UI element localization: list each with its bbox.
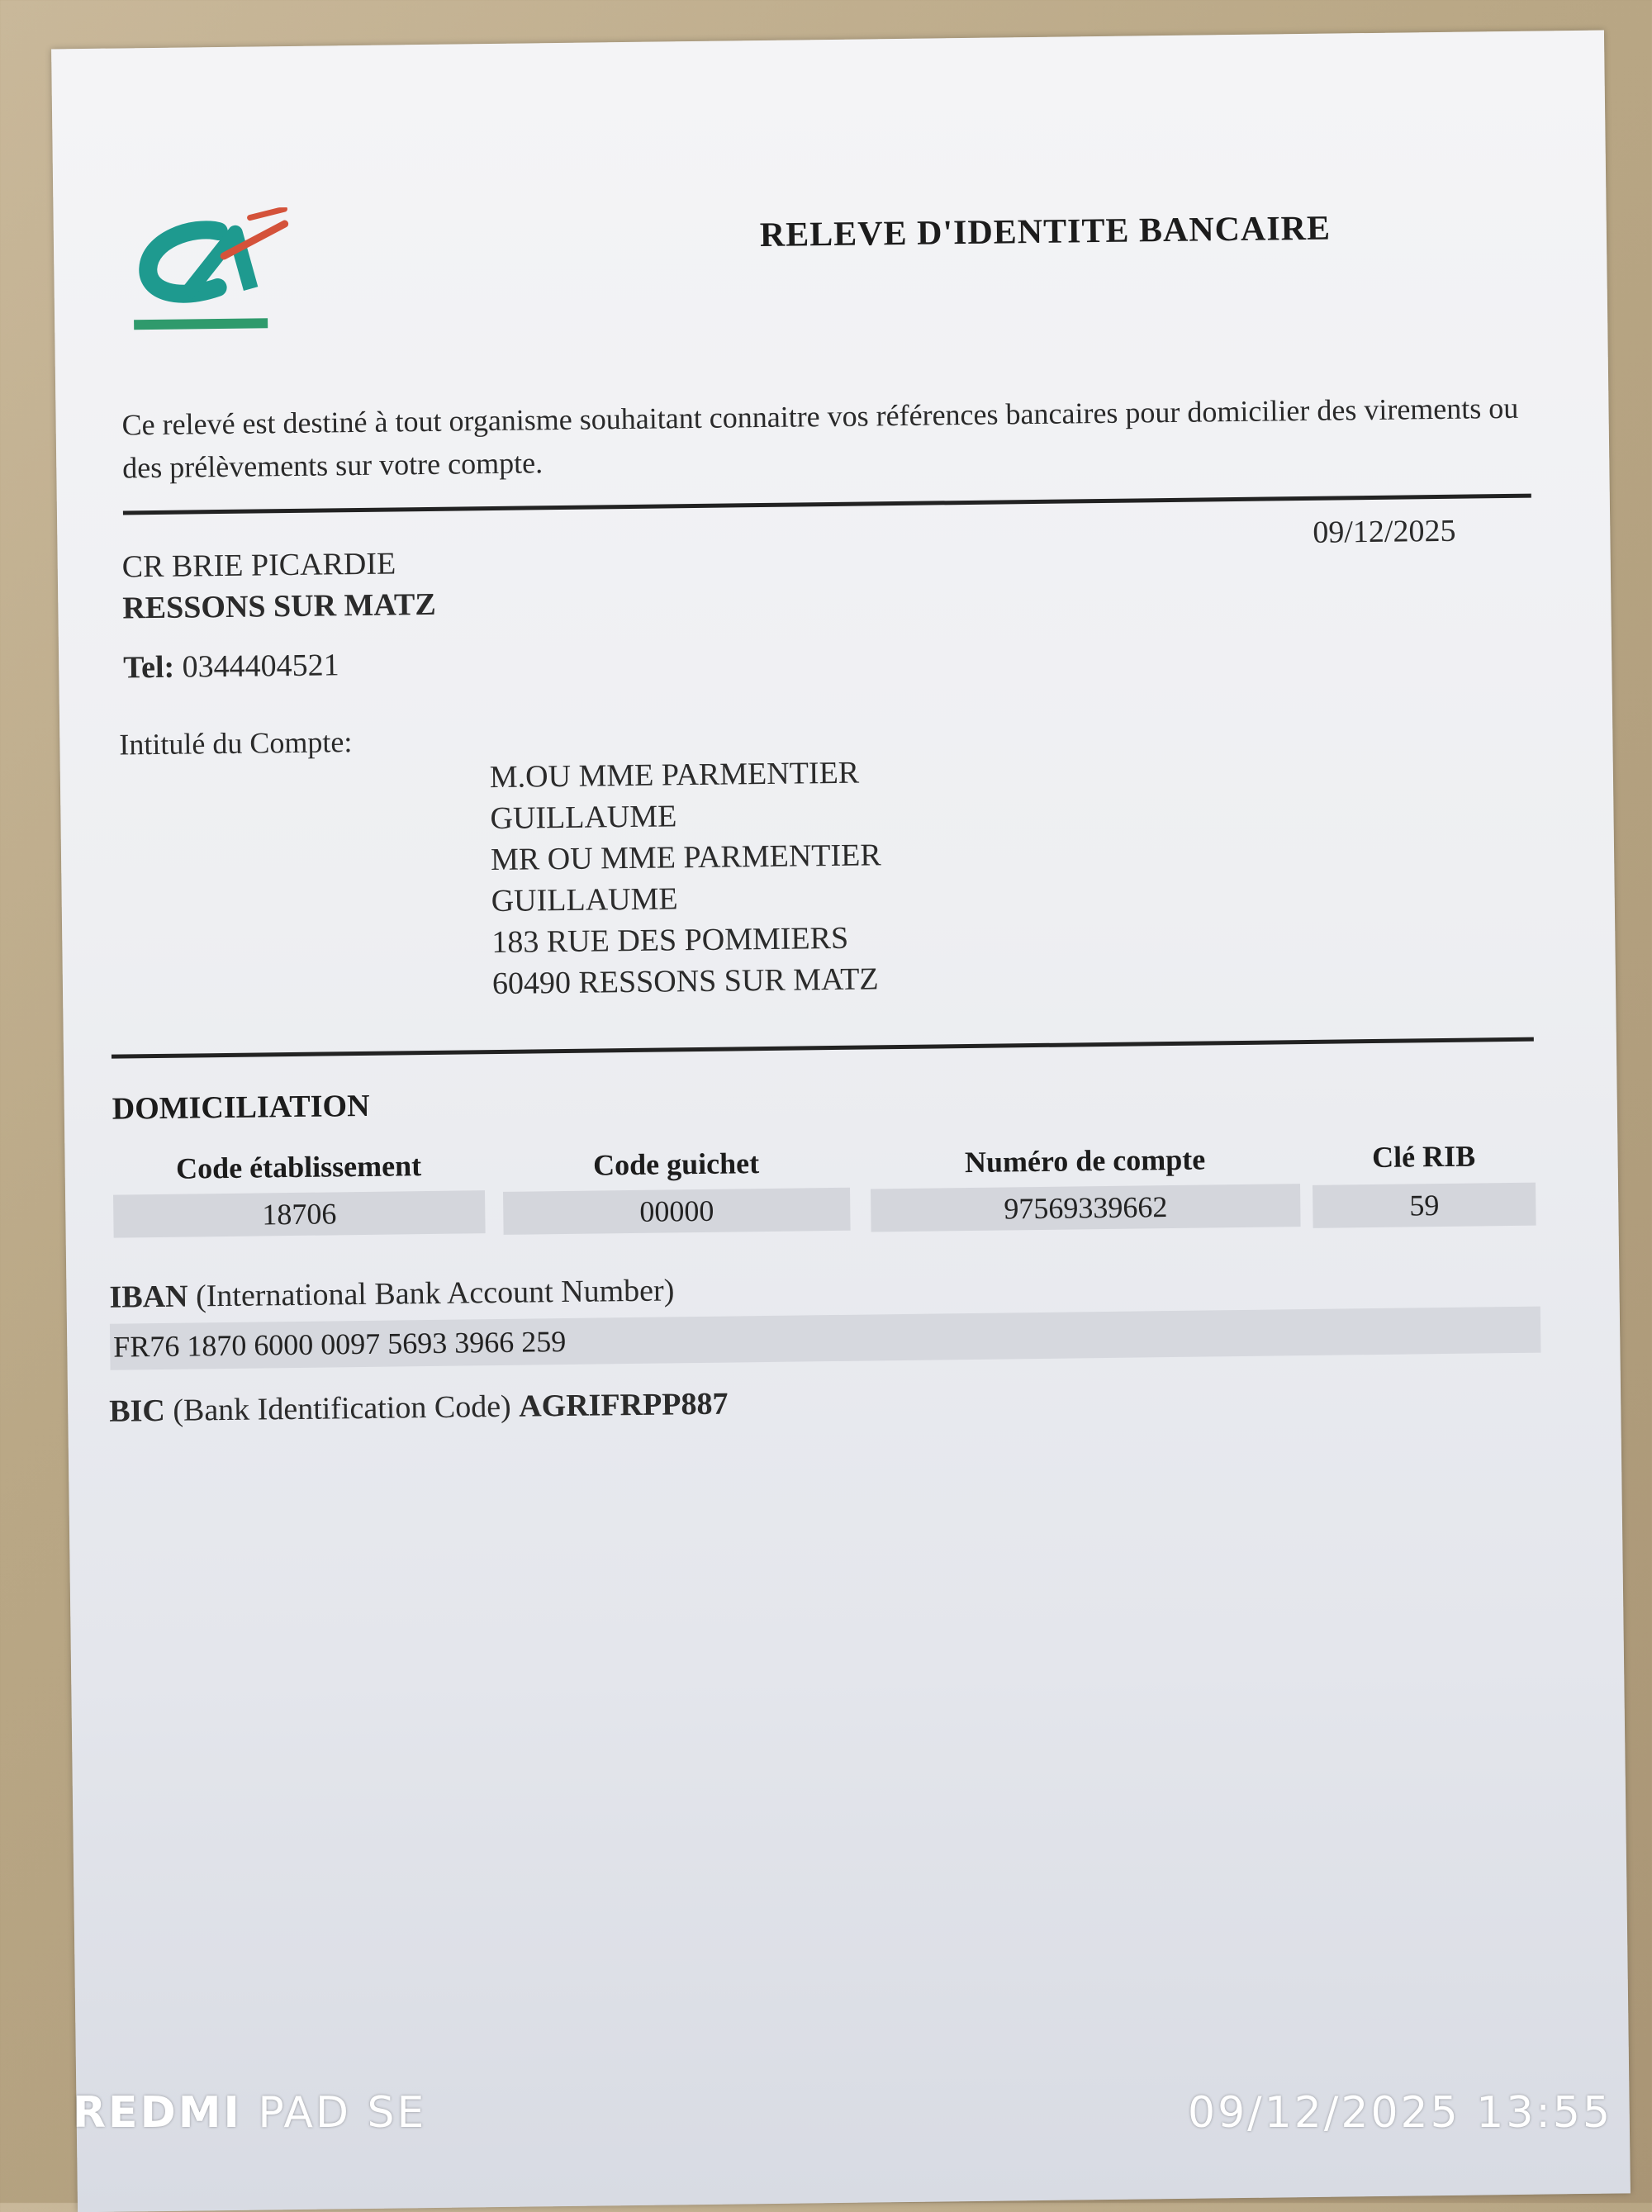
tel-label: Tel: [122, 649, 175, 686]
value-code-guichet: 00000 [503, 1188, 851, 1235]
col-head-code-guichet: Code guichet [592, 1146, 760, 1182]
account-address-street: 183 RUE DES POMMIERS [491, 920, 849, 961]
bank-name: CR BRIE PICARDIE [121, 546, 396, 585]
tel-number: 0344404521 [182, 648, 339, 685]
value-code-etablissement: 18706 [113, 1190, 486, 1237]
device-model: PAD SE [258, 2088, 427, 2138]
iban-label-row [109, 1272, 674, 1315]
account-holder-line-2: GUILLAUME [490, 799, 677, 837]
document-title: RELEVE D'IDENTITE BANCAIRE [759, 209, 1332, 255]
iban-value: FR76 1870 6000 0097 5693 3966 259 [110, 1307, 1541, 1370]
divider-top [123, 494, 1531, 515]
iban-label: IBAN [109, 1279, 188, 1315]
camera-timestamp: 09/12/2025 13:55 [1188, 2088, 1613, 2138]
account-holder-line-4: GUILLAUME [491, 881, 678, 919]
value-numero-compte: 97569339662 [871, 1184, 1301, 1232]
bic-description: (Bank Identification Code) [173, 1388, 511, 1428]
col-head-cle-rib: Clé RIB [1371, 1139, 1476, 1175]
domiciliation-heading: DOMICILIATION [112, 1088, 370, 1127]
account-title-label: Intitulé du Compte: [119, 725, 353, 762]
account-holder-line-3: MR OU MME PARMENTIER [490, 838, 881, 878]
document-date: 09/12/2025 [1313, 513, 1456, 550]
credit-agricole-logo [126, 207, 292, 341]
intro-text: Ce relevé est destiné à tout organisme souhaitant connaitre vos références bancaires pour domicilier des virements ou des prélèvements sur votre compte. [121, 391, 1519, 485]
iban-description: (International Bank Account Number) [195, 1273, 675, 1314]
device-brand: REDMI [73, 2088, 242, 2138]
bic-label: BIC [108, 1393, 166, 1429]
bank-branch: RESSONS SUR MATZ [122, 586, 436, 626]
account-address-city: 60490 RESSONS SUR MATZ [491, 961, 879, 1002]
camera-watermark [73, 2088, 426, 2138]
bank-phone [123, 647, 339, 686]
bank-statement-page [51, 31, 1631, 2212]
divider-bottom [112, 1037, 1534, 1059]
col-head-numero-compte: Numéro de compte [964, 1142, 1206, 1180]
value-cle-rib: 59 [1313, 1183, 1536, 1228]
account-holder-line-1: M.OU MME PARMENTIER [489, 755, 860, 795]
bic-value: AGRIFRPP887 [518, 1386, 729, 1424]
bic-row [109, 1386, 729, 1430]
col-head-code-etablissement: Code établissement [175, 1149, 422, 1185]
